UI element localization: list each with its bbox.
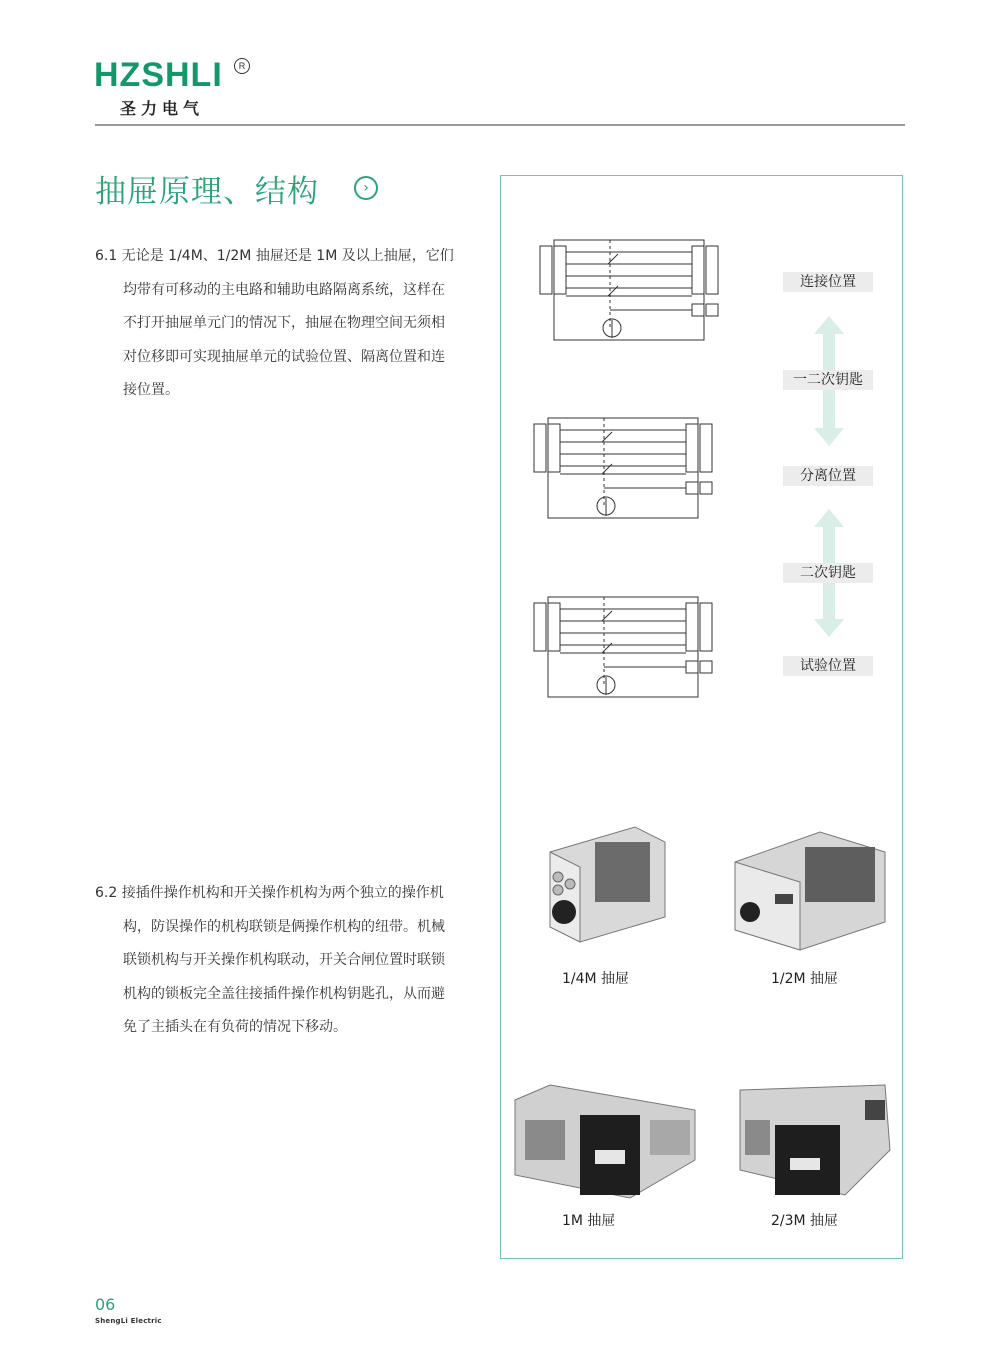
paragraph-line: 免了主插头在有负荷的情况下移动。 bbox=[123, 1019, 347, 1035]
drawer-1-2m-photo bbox=[730, 822, 890, 952]
paragraph-line: 联锁机构与开关操作机构联动，开关合闸位置时联锁 bbox=[123, 952, 445, 968]
position-label-key2: 二次钥匙 bbox=[783, 563, 873, 583]
paragraph-line: 对位移即可实现抽屉单元的试验位置、隔离位置和连 bbox=[123, 348, 445, 365]
section-title: 抽屉原理、结构 bbox=[95, 174, 319, 210]
drawer-1-4m-photo bbox=[540, 822, 670, 947]
position-label-separate: 分离位置 bbox=[783, 466, 873, 486]
registered-mark-icon: R bbox=[234, 58, 250, 74]
paragraph-line: 接位置。 bbox=[123, 382, 179, 398]
page-number: 06 bbox=[95, 1295, 116, 1314]
paragraph-line: 机构的锁板完全盖往接插件操作机构钥匙孔，从而避 bbox=[123, 985, 445, 1002]
drawer-1m-photo bbox=[510, 1080, 700, 1200]
header-divider bbox=[95, 124, 905, 126]
logo-chinese-name: 圣力电气 bbox=[120, 99, 205, 118]
caption-1m: 1M 抽屉 bbox=[562, 1213, 616, 1229]
paragraph-line: 构，防误操作的机构联锁是俩操作机构的纽带。机械 bbox=[123, 918, 445, 935]
paragraph-6-2 bbox=[95, 877, 480, 1045]
footer-brand: ShengLi Electric bbox=[95, 1317, 162, 1325]
paragraph-line: 不打开抽屉单元门的情况下，抽屉在物理空间无须相 bbox=[123, 315, 445, 331]
paragraph-line: 6.2 接插件操作机构和开关操作机构为两个独立的操作机 bbox=[95, 885, 444, 901]
caption-1-2m: 1/2M 抽屉 bbox=[771, 971, 839, 987]
position-label-connect: 连接位置 bbox=[783, 272, 873, 292]
paragraph-line: 6.1 无论是 1/4M、1/2M 抽屉还是 1M 及以上抽屉，它们 bbox=[95, 248, 454, 264]
paragraph-6-1 bbox=[95, 240, 480, 408]
position-label-test: 试验位置 bbox=[783, 656, 873, 676]
paragraph-line: 均带有可移动的主电路和辅助电路隔离系统，这样在 bbox=[123, 281, 445, 298]
logo-wordmark: HZSHLI bbox=[94, 56, 223, 94]
caption-1-4m: 1/4M 抽屉 bbox=[562, 971, 630, 987]
drawer-2-3m-photo bbox=[735, 1080, 895, 1200]
position-label-key12: 一二次钥匙 bbox=[783, 370, 873, 390]
caption-2-3m: 2/3M 抽屉 bbox=[771, 1213, 839, 1229]
drawer-position-schematics bbox=[530, 235, 730, 705]
chevron-right-circle-icon: › bbox=[354, 176, 378, 200]
